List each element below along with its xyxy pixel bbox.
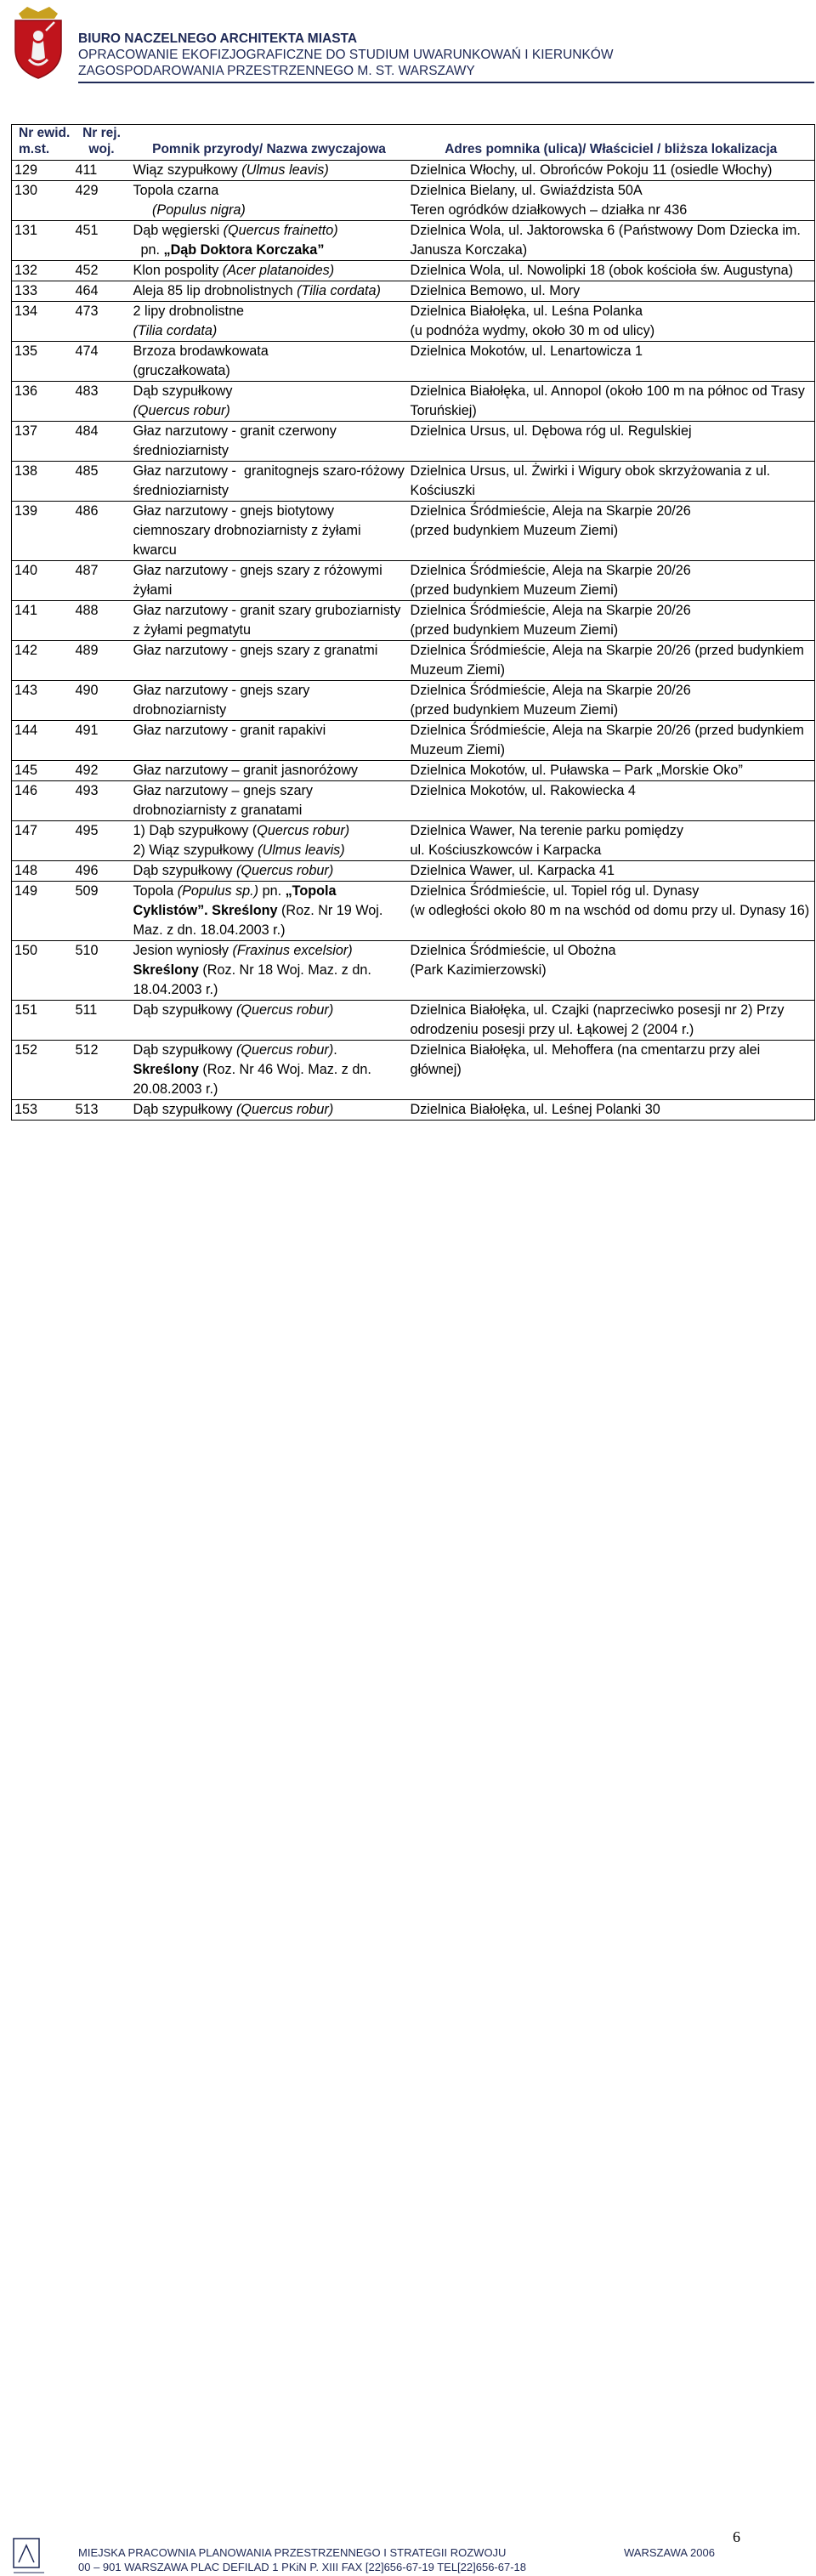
- cell-nr-rej: 487: [75, 563, 99, 578]
- cell-address: Dzielnica Białołęka, ul. Leśna Polanka (u podnóża wydmy, około 30 m od ulicy): [410, 304, 655, 338]
- cell-nr-ewid: 148: [14, 863, 38, 878]
- footer-date: WARSZAWA 2006: [624, 2546, 715, 2559]
- cell-monument-name: Głaz narzutowy - granitognejs szaro-różowy średnioziarnisty: [133, 463, 405, 498]
- cell-nr-rej: 411: [75, 162, 98, 178]
- cell-address: Dzielnica Mokotów, ul. Lenartowicza 1: [410, 343, 643, 359]
- cell-address: Dzielnica Wola, ul. Jaktorowska 6 (Państwowy Dom Dziecka im. Janusza Korczaka): [410, 223, 801, 258]
- cell-nr-rej: 510: [75, 943, 99, 958]
- cell-nr-rej: 511: [75, 1002, 98, 1018]
- table-row: [12, 1001, 815, 1041]
- cell-address: Dzielnica Bemowo, ul. Mory: [410, 283, 581, 298]
- cell-monument-name: Głaz narzutowy - gnejs szary drobnoziarnisty: [133, 683, 310, 718]
- table-row: [12, 641, 815, 681]
- table-row: [12, 181, 815, 221]
- table-row: [12, 1041, 815, 1100]
- cell-nr-rej: 452: [75, 263, 99, 278]
- cell-address: Dzielnica Mokotów, ul. Rakowiecka 4: [410, 783, 636, 798]
- cell-address: Dzielnica Mokotów, ul. Puławska – Park „Morskie Oko”: [410, 763, 743, 778]
- header-office-name: BIURO NACZELNEGO ARCHITEKTA MIASTA: [78, 31, 358, 46]
- cell-nr-rej: 492: [75, 763, 99, 778]
- table-row: [12, 422, 815, 462]
- cell-nr-ewid: 144: [14, 723, 38, 738]
- cell-monument-name: Głaz narzutowy - gnejs szary z różowymi żyłami: [133, 563, 382, 598]
- cell-address: Dzielnica Śródmieście, ul Obożna (Park Kazimierzowski): [410, 943, 616, 978]
- cell-monument-name: Głaz narzutowy - granit czerwony średnioziarnisty: [133, 423, 337, 458]
- cell-monument-name: Jesion wyniosły (Fraxinus excelsior) Skreślony (Roz. Nr 18 Woj. Maz. z dn. 18.04.2003 r.): [133, 943, 371, 997]
- cell-nr-rej: 512: [75, 1042, 99, 1058]
- table-row: [12, 1100, 815, 1121]
- cell-nr-rej: 513: [75, 1102, 99, 1117]
- table-row: [12, 221, 815, 261]
- cell-address: Dzielnica Białołęka, ul. Leśnej Polanki 30: [410, 1102, 660, 1117]
- cell-nr-ewid: 131: [14, 223, 38, 238]
- header-study-title-1: OPRACOWANIE EKOFIZJOGRAFICZNE DO STUDIUM UWARUNKOWAŃ I KIERUNKÓW: [78, 48, 614, 62]
- cell-nr-ewid: 130: [14, 183, 38, 198]
- cell-nr-ewid: 139: [14, 503, 38, 519]
- cell-nr-ewid: 134: [14, 304, 38, 319]
- cell-nr-ewid: 146: [14, 783, 38, 798]
- cell-nr-rej: 464: [75, 283, 99, 298]
- cell-nr-rej: 474: [75, 343, 99, 359]
- cell-nr-rej: 490: [75, 683, 99, 698]
- cell-nr-rej: 488: [75, 603, 99, 618]
- cell-nr-rej: 451: [75, 223, 99, 238]
- cell-nr-ewid: 138: [14, 463, 38, 479]
- table-header-row: [12, 125, 815, 161]
- cell-nr-ewid: 142: [14, 643, 38, 658]
- cell-nr-rej: 509: [75, 883, 99, 899]
- table-row: [12, 342, 815, 382]
- cell-nr-rej: 491: [75, 723, 99, 738]
- table-row: [12, 161, 815, 181]
- cell-nr-ewid: 136: [14, 383, 38, 399]
- cell-nr-ewid: 149: [14, 883, 38, 899]
- cell-monument-name: 2 lipy drobnolistne (Tilia cordata): [133, 304, 244, 338]
- cell-nr-ewid: 140: [14, 563, 38, 578]
- footer-institution: MIEJSKA PRACOWNIA PLANOWANIA PRZESTRZENNEGO I STRATEGII ROZWOJU: [78, 2546, 507, 2559]
- cell-address: Dzielnica Śródmieście, Aleja na Skarpie 20/26 (przed budynkiem Muzeum Ziemi): [410, 683, 691, 718]
- cell-address: Dzielnica Śródmieście, Aleja na Skarpie 20/26 (przed budynkiem Muzeum Ziemi): [410, 643, 804, 678]
- cell-monument-name: Dąb szypułkowy (Quercus robur). Skreślony (Roz. Nr 46 Woj. Maz. z dn. 20.08.2003 r.): [133, 1042, 371, 1097]
- cell-nr-ewid: 129: [14, 162, 38, 178]
- cell-nr-ewid: 135: [14, 343, 38, 359]
- cell-nr-rej: 489: [75, 643, 99, 658]
- cell-nr-ewid: 137: [14, 423, 38, 439]
- studio-logo-icon: [10, 2533, 49, 2576]
- cell-nr-ewid: 150: [14, 943, 38, 958]
- cell-address: Dzielnica Wola, ul. Nowolipki 18 (obok kościoła św. Augustyna): [410, 263, 793, 278]
- document-header: [0, 0, 816, 85]
- cell-address: Dzielnica Białołęka, ul. Czajki (naprzeciwko posesji nr 2) Przy odrodzeniu posesji przy ul. Łąkowej 2 (2004 r.): [410, 1002, 785, 1037]
- page-number: 6: [733, 2528, 740, 2545]
- cell-nr-rej: 493: [75, 783, 99, 798]
- table-row: [12, 781, 815, 821]
- cell-nr-rej: 473: [75, 304, 99, 319]
- col-header-nr-rej: Nr rej. woj.: [73, 125, 131, 161]
- cell-nr-ewid: 133: [14, 283, 38, 298]
- table-row: [12, 882, 815, 941]
- table-row: [12, 561, 815, 601]
- cell-address: Dzielnica Śródmieście, ul. Topiel róg ul. Dynasy (w odległości około 80 m na wschód od domu przy ul. Dynasy 16): [410, 883, 810, 918]
- cell-monument-name: Głaz narzutowy - granit szary gruboziarnisty z żyłami pegmatytu: [133, 603, 401, 638]
- cell-address: Dzielnica Ursus, ul. Dębowa róg ul. Regulskiej: [410, 423, 692, 439]
- table-row: [12, 302, 815, 342]
- cell-address: Dzielnica Ursus, ul. Żwirki i Wigury obok skrzyżowania z ul. Kościuszki: [410, 463, 771, 498]
- cell-address: Dzielnica Białołęka, ul. Annopol (około 100 m na północ od Trasy Toruńskiej): [410, 383, 805, 418]
- cell-nr-ewid: 153: [14, 1102, 38, 1117]
- table-row: [12, 261, 815, 281]
- cell-monument-name: Topola (Populus sp.) pn. „Topola Cyklistów”. Skreślony (Roz. Nr 19 Woj. Maz. z dn. 18.04.2003 r.): [133, 883, 383, 938]
- table-row: [12, 761, 815, 781]
- table-row: [12, 382, 815, 422]
- cell-nr-ewid: 147: [14, 823, 38, 838]
- cell-nr-ewid: 141: [14, 603, 38, 618]
- col-header-name: Pomnik przyrody/ Nazwa zwyczajowa: [131, 125, 408, 161]
- cell-nr-rej: 495: [75, 823, 99, 838]
- cell-monument-name: Głaz narzutowy – granit jasnoróżowy: [133, 763, 359, 778]
- cell-monument-name: Głaz narzutowy - granit rapakivi: [133, 723, 326, 738]
- document-footer: [0, 1258, 816, 2573]
- cell-monument-name: Dąb szypułkowy (Quercus robur): [133, 1102, 334, 1117]
- cell-monument-name: Głaz narzutowy - gnejs szary z granatmi: [133, 643, 378, 658]
- cell-address: Dzielnica Włochy, ul. Obrońców Pokoju 11 (osiedle Włochy): [410, 162, 773, 178]
- cell-monument-name: Dąb szypułkowy (Quercus robur): [133, 863, 334, 878]
- warsaw-coat-of-arms-icon: [10, 7, 66, 80]
- cell-nr-ewid: 151: [14, 1002, 38, 1018]
- cell-nr-rej: 483: [75, 383, 99, 399]
- cell-address: Dzielnica Śródmieście, Aleja na Skarpie 20/26 (przed budynkiem Muzeum Ziemi): [410, 723, 804, 757]
- table-row: [12, 721, 815, 761]
- header-study-title-2: ZAGOSPODAROWANIA PRZESTRZENNEGO M. ST. WARSZAWY: [78, 64, 475, 78]
- cell-nr-rej: 486: [75, 503, 99, 519]
- cell-monument-name: Brzoza brodawkowata (gruczałkowata): [133, 343, 269, 378]
- cell-nr-rej: 485: [75, 463, 99, 479]
- table-row: [12, 941, 815, 1001]
- cell-address: Dzielnica Wawer, ul. Karpacka 41: [410, 863, 615, 878]
- table-row: [12, 601, 815, 641]
- cell-address: Dzielnica Śródmieście, Aleja na Skarpie 20/26 (przed budynkiem Muzeum Ziemi): [410, 503, 691, 538]
- cell-monument-name: Głaz narzutowy - gnejs biotytowy ciemnoszary drobnoziarnisty z żyłami kwarcu: [133, 503, 361, 558]
- table-row: [12, 821, 815, 861]
- cell-monument-name: 1) Dąb szypułkowy (Quercus robur) 2) Wiąz szypułkowy (Ulmus leavis): [133, 823, 350, 858]
- cell-monument-name: Aleja 85 lip drobnolistnych (Tilia cordata): [133, 283, 381, 298]
- table-row: [12, 281, 815, 302]
- cell-address: Dzielnica Bielany, ul. Gwiaździsta 50A Teren ogródków działkowych – działka nr 436: [410, 183, 688, 218]
- cell-monument-name: Głaz narzutowy – gnejs szary drobnoziarnisty z granatami: [133, 783, 313, 818]
- table-row: [12, 681, 815, 721]
- cell-nr-rej: 429: [75, 183, 99, 198]
- cell-monument-name: Topola czarna (Populus nigra): [133, 183, 246, 218]
- footer-address: 00 – 901 WARSZAWA PLAC DEFILAD 1 PKiN P. XIII FAX [22]656-67-19 TEL[22]656-67-18: [78, 2561, 527, 2573]
- cell-monument-name: Wiąz szypułkowy (Ulmus leavis): [133, 162, 329, 178]
- table-row: [12, 462, 815, 502]
- cell-monument-name: Klon pospolity (Acer platanoides): [133, 263, 335, 278]
- col-header-address: Adres pomnika (ulica)/ Właściciel / bliższa lokalizacja: [408, 125, 815, 161]
- cell-nr-rej: 496: [75, 863, 99, 878]
- cell-address: Dzielnica Wawer, Na terenie parku pomiędzy ul. Kościuszkowców i Karpacka: [410, 823, 683, 858]
- table-row: [12, 861, 815, 882]
- cell-nr-ewid: 152: [14, 1042, 38, 1058]
- header-divider: [78, 82, 814, 83]
- col-header-nr-ewid: Nr ewid. m.st.: [12, 125, 73, 161]
- cell-address: Dzielnica Śródmieście, Aleja na Skarpie 20/26 (przed budynkiem Muzeum Ziemi): [410, 563, 691, 598]
- cell-monument-name: Dąb węgierski (Quercus frainetto) pn. „Dąb Doktora Korczaka”: [133, 223, 338, 258]
- cell-address: Dzielnica Śródmieście, Aleja na Skarpie 20/26 (przed budynkiem Muzeum Ziemi): [410, 603, 691, 638]
- cell-nr-rej: 484: [75, 423, 99, 439]
- monuments-table: [11, 124, 815, 1121]
- cell-nr-ewid: 145: [14, 763, 38, 778]
- cell-monument-name: Dąb szypułkowy (Quercus robur): [133, 383, 233, 418]
- table-row: [12, 502, 815, 561]
- cell-address: Dzielnica Białołęka, ul. Mehoffera (na cmentarzu przy alei głównej): [410, 1042, 761, 1077]
- cell-monument-name: Dąb szypułkowy (Quercus robur): [133, 1002, 334, 1018]
- cell-nr-ewid: 132: [14, 263, 38, 278]
- cell-nr-ewid: 143: [14, 683, 38, 698]
